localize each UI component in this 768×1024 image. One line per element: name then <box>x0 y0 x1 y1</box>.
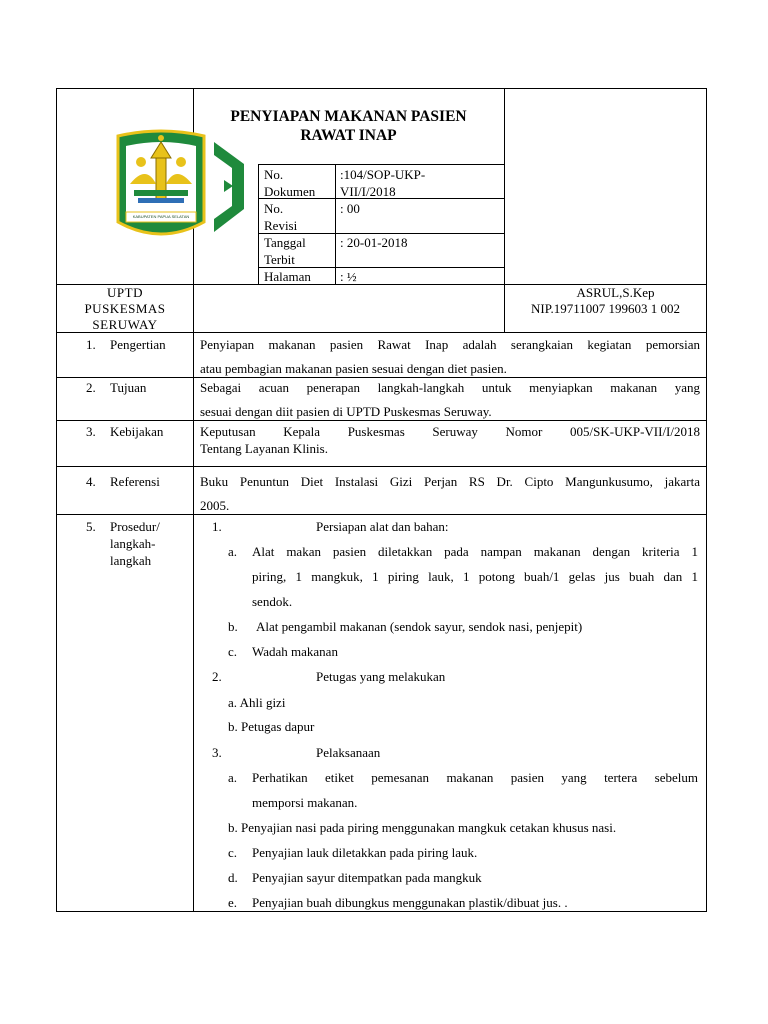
section-5-number: 5. <box>86 519 96 534</box>
doc-number-label: No. Dokumen <box>264 167 316 199</box>
step-1a-line-3: sendok. <box>252 594 293 609</box>
step-2-number: 2. <box>212 669 222 684</box>
step-3c-text: Penyajian lauk diletakkan pada piring lauk. <box>252 845 478 860</box>
step-1-number: 1. <box>212 519 222 534</box>
step-2b-item: b. Petugas dapur <box>228 719 315 734</box>
section-2-line-2: sesuai dengan diit pasien di UPTD Puskesmas Seruway. <box>200 404 492 419</box>
step-3d-mark: d. <box>228 870 238 885</box>
step-2a-item: a. Ahli gizi <box>228 695 286 710</box>
org-name: UPTD PUSKESMAS SERUWAY <box>84 285 166 332</box>
step-3a-line-1: Perhatikan etiket pemesanan makanan pasien yang tertera sebelum <box>252 770 698 785</box>
page-value: : ½ <box>340 269 357 284</box>
step-3e-text: Penyajian buah dibungkus menggunakan plastik/dibuat jus. . <box>252 895 568 910</box>
doc-number-value: :104/SOP-UKP- VII/I/2018 <box>340 167 426 199</box>
step-3a-line-2: memporsi makanan. <box>252 795 358 810</box>
section-3-line-2: Tentang Layanan Klinis. <box>200 441 328 456</box>
section-1-number: 1. <box>86 337 96 352</box>
step-2-title: Petugas yang melakukan <box>316 669 446 684</box>
step-1b-mark: b. <box>228 619 238 634</box>
step-3a-mark: a. <box>228 770 238 785</box>
step-1a-line-2: piring, 1 mangkuk, 1 piring lauk, 1 potong buah/1 gelas jus buah dan 1 <box>252 569 698 584</box>
section-3-line-1: Keputusan Kepala Puskesmas Seruway Nomor 005/SK-UKP-VII/I/2018 <box>200 424 700 439</box>
step-1-title: Persiapan alat dan bahan: <box>316 519 449 534</box>
step-3b-item: b. Penyajian nasi pada piring menggunakan mangkuk cetakan khusus nasi. <box>228 820 617 835</box>
logo-caption: KABUPATEN PAPUA SELATAN <box>132 214 190 219</box>
section-5-label: Prosedur/ langkah- langkah <box>110 519 160 568</box>
revision-label: No. Revisi <box>264 201 298 233</box>
issue-date-value: : 20-01-2018 <box>340 235 408 250</box>
section-2-line-1: Sebagai acuan penerapan langkah-langkah untuk menyiapkan makanan yang <box>200 380 700 395</box>
step-3c-mark: c. <box>228 845 238 860</box>
step-1a-mark: a. <box>228 544 238 559</box>
signer-block: ASRUL,S.Kep NIP.19711007 199603 1 002 <box>530 285 681 316</box>
revision-value: : 00 <box>340 201 360 216</box>
section-3-label: Kebijakan <box>110 424 164 439</box>
page-label: Halaman <box>264 269 311 284</box>
section-1-label: Pengertian <box>110 337 166 352</box>
section-2-number: 2. <box>86 380 96 395</box>
section-2-label: Tujuan <box>110 380 147 395</box>
section-4-number: 4. <box>86 474 96 489</box>
step-1a-line-1: Alat makan pasien diletakkan pada nampan makanan dengan kriteria 1 <box>252 544 698 559</box>
section-4-label: Referensi <box>110 474 160 489</box>
document-title: PENYIAPAN MAKANAN PASIEN RAWAT INAP <box>230 108 467 144</box>
step-1c-mark: c. <box>228 644 238 659</box>
step-3-number: 3. <box>212 745 222 760</box>
section-1-line-2: atau pembagian makanan pasien sesuai dengan diet pasien. <box>200 361 507 376</box>
issue-date-label: Tanggal Terbit <box>264 235 306 267</box>
section-4-line-1: Buku Penuntun Diet Instalasi Gizi Perjan RS Dr. Cipto Mangunkusumo, jakarta <box>200 474 700 489</box>
section-1-line-1: Penyiapan makanan pasien Rawat Inap adalah serangkaian kegiatan pemorsian <box>200 337 700 352</box>
step-1b-text: Alat pengambil makanan (sendok sayur, sendok nasi, penjepit) <box>256 619 583 634</box>
section-4-line-2: 2005. <box>200 498 230 513</box>
step-3e-mark: e. <box>228 895 238 910</box>
step-3-title: Pelaksanaan <box>316 745 381 760</box>
step-1c-text: Wadah makanan <box>252 644 338 659</box>
step-3d-text: Penyajian sayur ditempatkan pada mangkuk <box>252 870 482 885</box>
section-3-number: 3. <box>86 424 96 439</box>
